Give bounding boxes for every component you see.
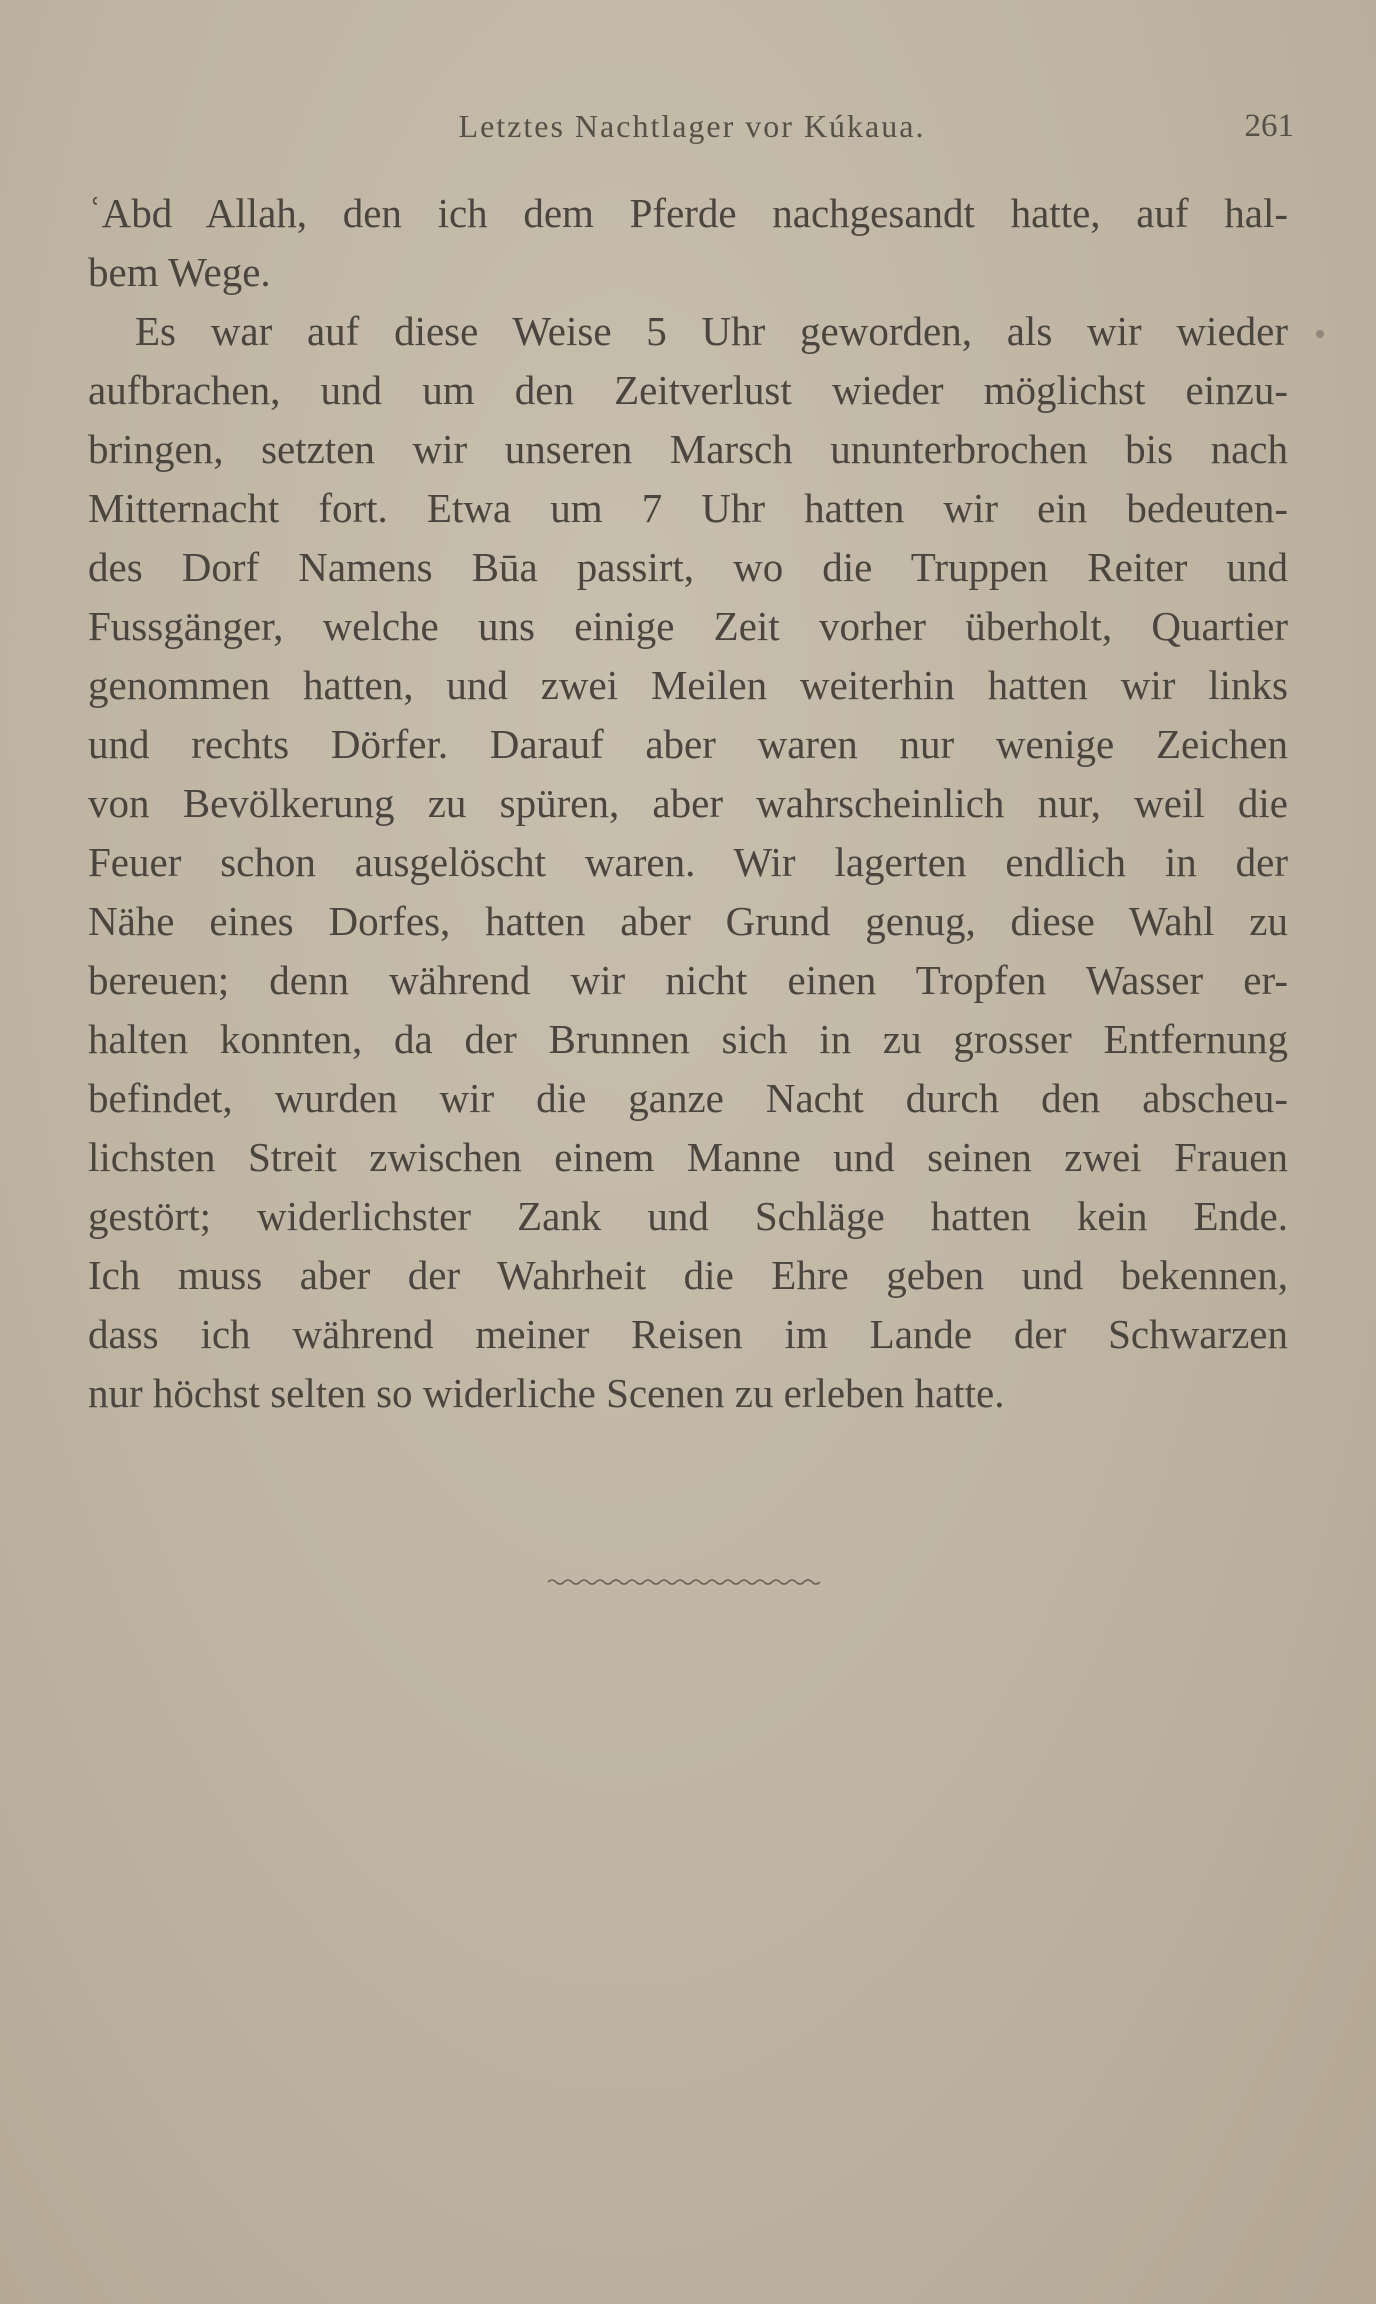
text-line: gestört; widerlichster Zank und Schläge hatten kein Ende. xyxy=(88,1193,1288,1239)
text-line: Es war auf diese Weise 5 Uhr geworden, als wir wieder xyxy=(135,308,1288,354)
text-line: Mitternacht fort. Etwa um 7 Uhr hatten wir ein bedeuten- xyxy=(88,485,1288,531)
text-line: halten konnten, da der Brunnen sich in zu grosser Entfernung xyxy=(88,1016,1288,1062)
text-line: ʿAbd Allah, den ich dem Pferde nachgesandt hatte, auf hal- xyxy=(88,190,1288,236)
text-line: Feuer schon ausgelöscht waren. Wir lagerten endlich in der xyxy=(88,839,1288,885)
text-line: von Bevölkerung zu spüren, aber wahrscheinlich nur, weil die xyxy=(88,780,1288,826)
text-line: lichsten Streit zwischen einem Manne und seinen zwei Frauen xyxy=(88,1134,1288,1180)
text-line: Ich muss aber der Wahrheit die Ehre geben und bekennen, xyxy=(88,1252,1288,1298)
text-line: dass ich während meiner Reisen im Lande der Schwarzen xyxy=(88,1311,1288,1357)
text-line: genommen hatten, und zwei Meilen weiterhin hatten wir links xyxy=(88,662,1288,708)
section-end-rule xyxy=(548,1576,820,1588)
text-line: aufbrachen, und um den Zeitverlust wieder möglichst einzu- xyxy=(88,367,1288,413)
text-line: bem Wege. xyxy=(88,249,271,295)
text-line: Fussgänger, welche uns einige Zeit vorher überholt, Quartier xyxy=(88,603,1288,649)
text-line: bringen, setzten wir unseren Marsch ununterbrochen bis nach xyxy=(88,426,1288,472)
text-line: nur höchst selten so widerliche Scenen zu erleben hatte. xyxy=(88,1370,1005,1416)
text-line: des Dorf Namens Būa passirt, wo die Truppen Reiter und xyxy=(88,544,1288,590)
running-title: Letztes Nachtlager vor Kúkaua. xyxy=(458,108,926,144)
margin-mark xyxy=(1316,330,1324,338)
text-line: Nähe eines Dorfes, hatten aber Grund genug, diese Wahl zu xyxy=(88,898,1288,944)
text-line: bereuen; denn während wir nicht einen Tropfen Wasser er- xyxy=(88,957,1288,1003)
text-line: befindet, wurden wir die ganze Nacht durch den abscheu- xyxy=(88,1075,1288,1121)
text-line: und rechts Dörfer. Darauf aber waren nur wenige Zeichen xyxy=(88,721,1288,767)
body-text xyxy=(88,184,1288,1423)
running-header xyxy=(90,108,1294,152)
page-number: 261 xyxy=(1244,108,1294,144)
